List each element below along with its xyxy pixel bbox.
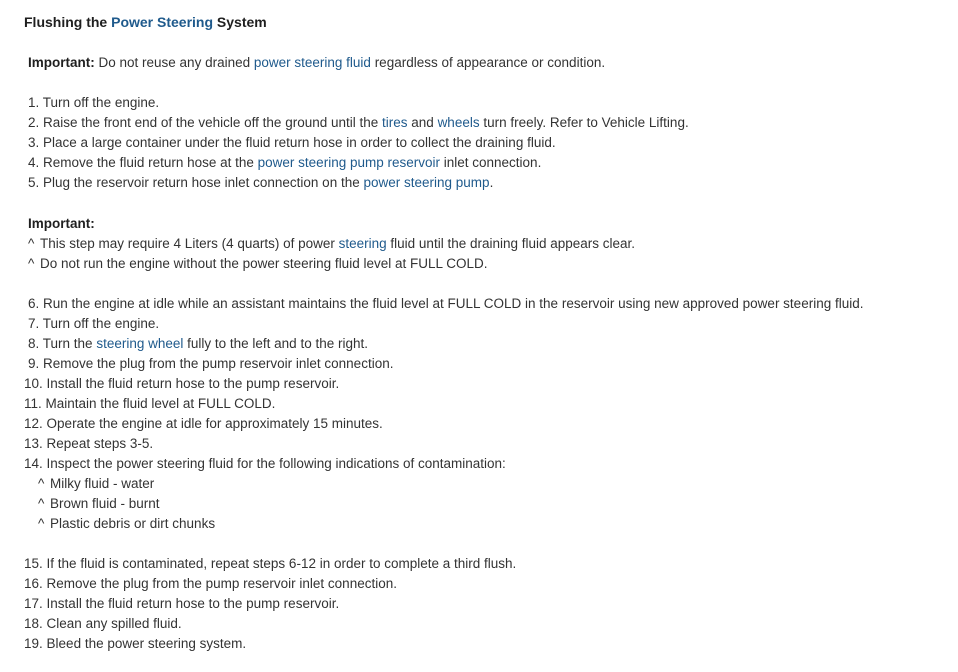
- power-steering-pump-link[interactable]: power steering pump: [363, 175, 490, 190]
- important-label: Important:: [28, 55, 95, 70]
- power-steering-fluid-link[interactable]: power steering fluid: [253, 55, 371, 70]
- step-8: 8. Turn the steering wheel fully to the left and to the right.: [28, 336, 368, 351]
- step-12: 12. Operate the engine at idle for approximately 15 minutes.: [24, 416, 383, 431]
- steering-wheel-link[interactable]: steering wheel: [96, 336, 184, 351]
- step-19: 19. Bleed the power steering system.: [24, 636, 247, 651]
- contamination-item: ^ Plastic debris or dirt chunks: [38, 516, 216, 531]
- important-label-2: Important:: [28, 216, 95, 231]
- caret-icon: ^: [38, 496, 45, 511]
- important-bullet-1: ^ This step may require 4 Liters (4 quarts) of power steering fluid until the draining fluid appears clear.: [28, 236, 636, 251]
- step-6: 6. Run the engine at idle while an assistant maintains the fluid level at FULL COLD in the reservoir using new approved power steering fluid.: [28, 296, 864, 311]
- step-13: 13. Repeat steps 3-5.: [24, 436, 154, 451]
- page-title: Flushing the Power Steering System: [24, 14, 267, 30]
- caret-icon: ^: [38, 516, 45, 531]
- step-1: 1. Turn off the engine.: [28, 95, 160, 110]
- wheels-link[interactable]: wheels: [437, 115, 480, 130]
- contamination-item: ^ Brown fluid - burnt: [38, 496, 160, 511]
- step-3: 3. Place a large container under the fluid return hose in order to collect the draining fluid.: [28, 135, 556, 150]
- important-note-1: Important: Do not reuse any drained power steering fluid regardless of appearance or condition.: [28, 55, 606, 70]
- contamination-item: ^ Milky fluid - water: [38, 476, 155, 491]
- step-15: 15. If the fluid is contaminated, repeat steps 6-12 in order to complete a third flush.: [24, 556, 517, 571]
- step-16: 16. Remove the plug from the pump reservoir inlet connection.: [24, 576, 397, 591]
- important-bullet-2: ^ Do not run the engine without the power steering fluid level at FULL COLD.: [28, 256, 488, 271]
- power-steering-link[interactable]: Power Steering: [111, 14, 214, 30]
- step-10: 10. Install the fluid return hose to the pump reservoir.: [24, 376, 340, 391]
- step-7: 7. Turn off the engine.: [28, 316, 160, 331]
- caret-icon: ^: [38, 476, 45, 491]
- step-2: 2. Raise the front end of the vehicle off the ground until the tires and wheels turn freely. Refer to Vehicle Lifting.: [28, 115, 689, 130]
- step-14: 14. Inspect the power steering fluid for the following indications of contamination:: [24, 456, 506, 471]
- step-11: 11. Maintain the fluid level at FULL COLD.: [24, 396, 276, 411]
- step-5: 5. Plug the reservoir return hose inlet connection on the power steering pump.: [28, 175, 494, 190]
- step-4: 4. Remove the fluid return hose at the power steering pump reservoir inlet connection.: [28, 155, 542, 170]
- caret-icon: ^: [28, 256, 35, 271]
- caret-icon: ^: [28, 236, 35, 251]
- steering-link[interactable]: steering: [338, 236, 387, 251]
- tires-link[interactable]: tires: [382, 115, 408, 130]
- power-steering-pump-reservoir-link[interactable]: power steering pump reservoir: [257, 155, 440, 170]
- step-9: 9. Remove the plug from the pump reservoir inlet connection.: [28, 356, 394, 371]
- step-18: 18. Clean any spilled fluid.: [24, 616, 182, 631]
- step-17: 17. Install the fluid return hose to the pump reservoir.: [24, 596, 340, 611]
